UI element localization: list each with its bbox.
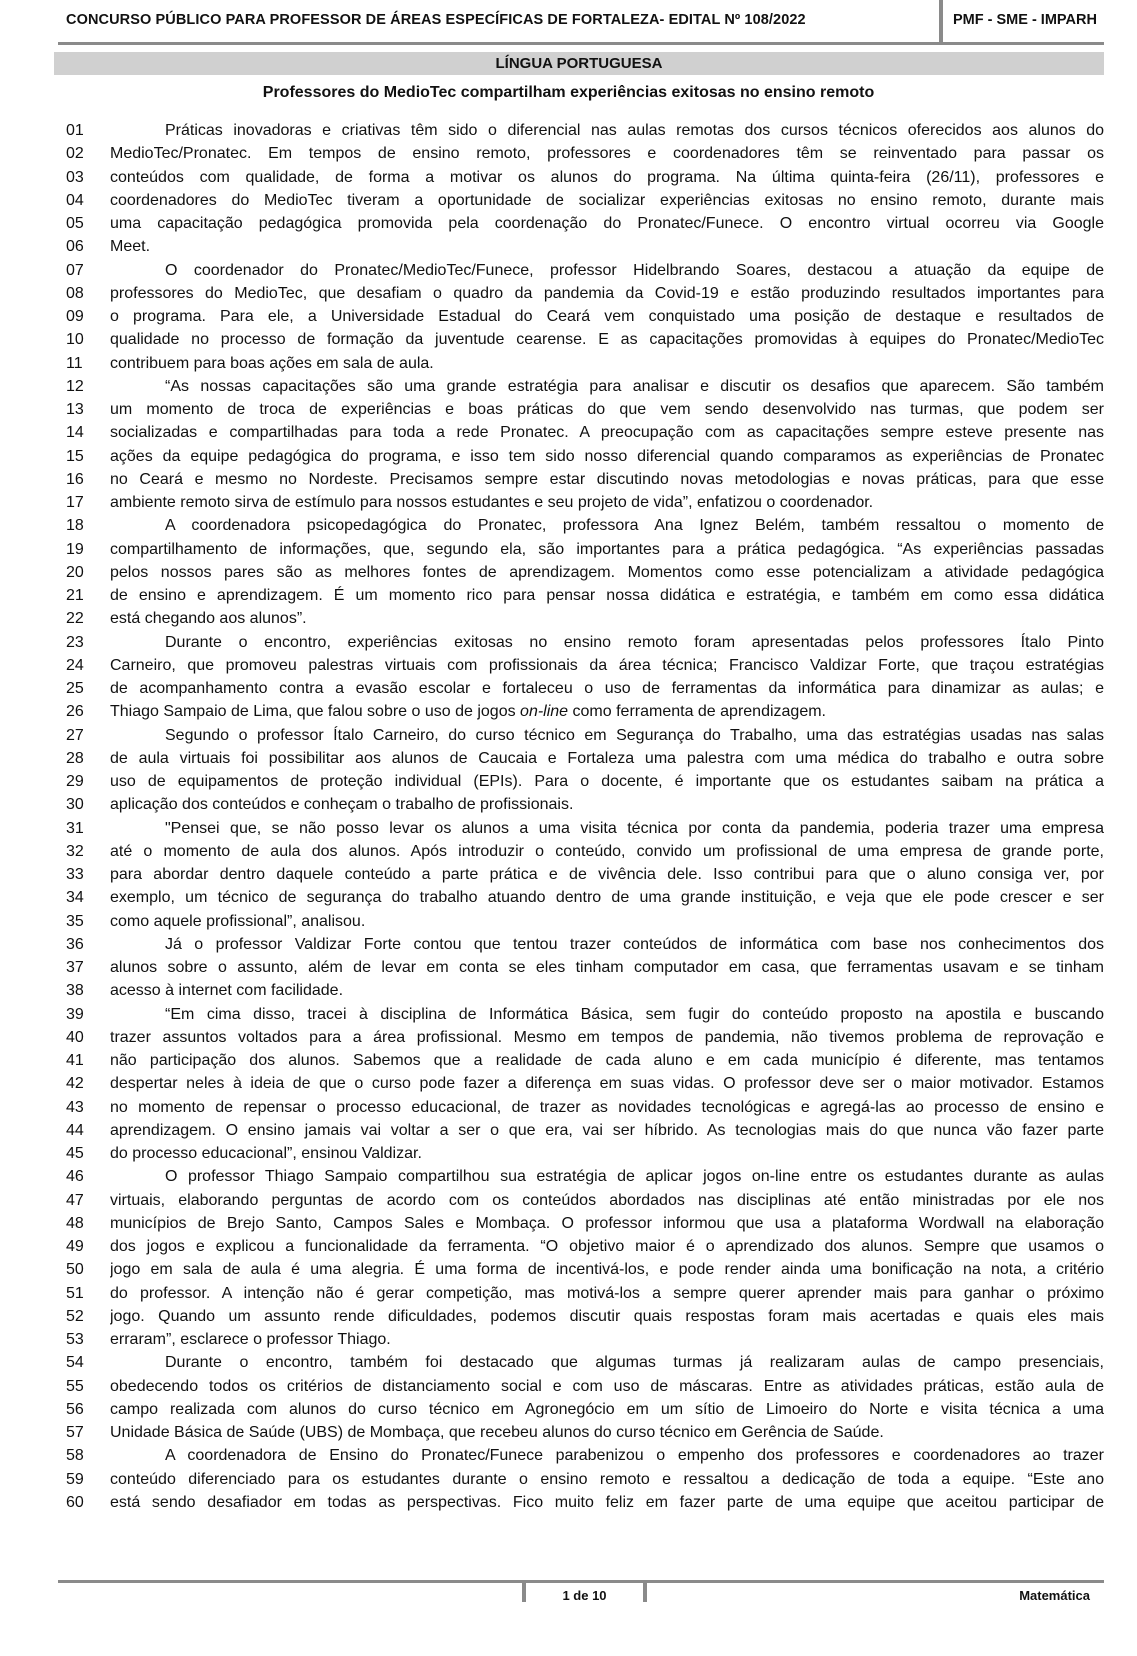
line-text: Práticas inovadoras e criativas têm sido o diferencial nas aulas remotas dos cursos técnicos oferecidos aos alunos do [165, 122, 1104, 139]
text-line [0, 1212, 1137, 1236]
line-number: 13 [66, 401, 84, 418]
line-text: socializadas e compartilhadas para toda a rede Pronatec. A preocupação com as capacitações sempre esteve presente nas [110, 424, 1104, 442]
text-line [0, 747, 1137, 771]
line-text: erraram”, esclarece o professor Thiago. [110, 1331, 391, 1348]
line-text: contribuem para boas ações em sala de aula. [110, 354, 434, 372]
line-number: 25 [66, 680, 84, 697]
line-number: 22 [66, 610, 84, 628]
footer-divider-right [643, 1580, 647, 1602]
text-line [0, 166, 1137, 190]
text-line [0, 1165, 1137, 1189]
line-number: 17 [66, 494, 84, 511]
text-line [0, 956, 1137, 980]
line-text: municípios de Brejo Santo, Campos Sales e Mombaça. O professor informou que usa a plataforma Wordwall na elaboração [110, 1214, 1104, 1232]
text-line [0, 1351, 1137, 1375]
text-line [0, 1328, 1137, 1352]
section-title: LÍNGUA PORTUGUESA [54, 52, 1104, 75]
line-text: acesso à internet com facilidade. [110, 982, 344, 1000]
line-number: 43 [66, 1098, 84, 1116]
line-text: está chegando aos alunos”. [110, 610, 307, 628]
line-number: 57 [66, 1424, 84, 1441]
line-text: Carneiro, que promoveu palestras virtuais com profissionais da área técnica; Francisco Valdizar Forte, que traçou estratégias [110, 656, 1104, 674]
text-line [0, 538, 1137, 562]
text-line [0, 491, 1137, 515]
line-number: 08 [66, 284, 84, 302]
text-line [0, 817, 1137, 841]
line-text: professores do MedioTec, que desafiam o quadro da pandemia da Covid-19 e estão produzindo resultados importantes para [110, 284, 1104, 302]
line-text: alunos sobre o assunto, além de levar em conta se eles tinham computador em casa, que ferramentas usavam e se tinham [110, 959, 1104, 976]
line-text: conteúdo diferenciado para os estudantes durante o ensino remoto e ressaltou a dedicação de toda a equipe. “Este ano [110, 1470, 1104, 1488]
text-line [0, 793, 1137, 817]
line-text: no Ceará e mesmo no Nordeste. Precisamos sempre estar discutindo novas metodologias e novas práticas, para que esse [110, 470, 1104, 488]
line-text: para abordar dentro daquele conteúdo a parte prática e de vivência dele. Isso contribui para que o aluno consiga ver, por [110, 866, 1104, 883]
text-line [0, 1235, 1137, 1259]
line-number: 28 [66, 749, 84, 767]
page-header [0, 0, 1137, 44]
text-line [0, 305, 1137, 329]
text-line [0, 677, 1137, 701]
text-line [0, 468, 1137, 492]
text-line [0, 910, 1137, 934]
line-number: 48 [66, 1214, 84, 1232]
line-text: trazer assuntos voltados para a área profissional. Mesmo em tempos de pandemia, não tivemos problema de reprovação e [110, 1028, 1104, 1046]
line-text: conteúdos com qualidade, de forma a motivar os alunos do programa. Na última quinta-feira (26/11), professores e [110, 168, 1104, 186]
line-text: “As nossas capacitações são uma grande estratégia para analisar e discutir os desafios que aparecem. São também [165, 377, 1104, 395]
line-number: 24 [66, 656, 84, 674]
text-line [0, 1468, 1137, 1492]
text-line [0, 886, 1137, 910]
line-number: 30 [66, 796, 84, 814]
line-number: 09 [66, 308, 84, 325]
line-number: 42 [66, 1075, 84, 1093]
line-text: como aquele profissional”, analisou. [110, 912, 366, 930]
footer-rule [58, 1580, 1104, 1583]
header-rule [58, 42, 1104, 45]
line-number: 26 [66, 703, 84, 721]
line-text: “Em cima disso, tracei à disciplina de Informática Básica, sem fugir do conteúdo proposto na apostila e buscando [165, 1005, 1104, 1023]
line-text: dos jogos e explicou a funcionalidade da ferramenta. “O objetivo maior é o aprendizado dos alunos. Sempre que usamos o [110, 1238, 1104, 1255]
header-divider [939, 0, 943, 42]
line-number: 07 [66, 261, 84, 279]
text-line [0, 607, 1137, 631]
line-text: no momento de repensar o processo educacional, de trazer as novidades tecnológicas e agregá-las ao processo de ensino e [110, 1098, 1104, 1116]
line-text: exemplo, um técnico de segurança do trabalho atuando dentro de uma grande instituição, e veja que ele pode crescer e ser [110, 889, 1104, 907]
line-number: 45 [66, 1145, 84, 1162]
text-line [0, 1049, 1137, 1073]
text-line [0, 1189, 1137, 1213]
line-number: 37 [66, 959, 84, 976]
text-line [0, 1305, 1137, 1329]
line-number: 40 [66, 1028, 84, 1046]
line-number: 20 [66, 563, 84, 581]
line-number: 11 [66, 354, 83, 372]
line-number: 39 [66, 1005, 84, 1023]
line-number: 46 [66, 1168, 84, 1186]
line-number: 36 [66, 935, 84, 953]
subject-label: Matemática [1019, 1588, 1090, 1603]
line-number: 53 [66, 1331, 84, 1348]
line-number: 41 [66, 1052, 84, 1069]
exam-title: CONCURSO PÚBLICO PARA PROFESSOR DE ÁREAS ESPECÍFICAS DE FORTALEZA- EDITAL Nº 108/2022 [66, 12, 806, 28]
text-line [0, 1142, 1137, 1166]
text-line [0, 979, 1137, 1003]
line-text: Thiago Sampaio de Lima, que falou sobre o uso de jogos on-line como ferramenta de aprendizagem. [110, 703, 826, 721]
line-number: 32 [66, 842, 84, 860]
text-line [0, 352, 1137, 376]
line-number: 38 [66, 982, 84, 1000]
line-text: Unidade Básica de Saúde (UBS) de Mombaça, que recebeu alunos do curso técnico em Gerência de Saúde. [110, 1424, 884, 1441]
line-text: compartilhamento de informações, que, segundo ela, são importantes para a prática pedagógica. “As experiências passadas [110, 540, 1104, 558]
line-number: 54 [66, 1354, 84, 1372]
line-text: o programa. Para ele, a Universidade Estadual do Ceará vem conquistado uma posição de destaque e resultados de [110, 308, 1104, 325]
text-line [0, 235, 1137, 259]
line-text: de acompanhamento contra a evasão escolar e fortaleceu o uso de ferramentas da informática para dinamizar as aulas; e [110, 680, 1104, 697]
text-line [0, 398, 1137, 422]
text-line [0, 119, 1137, 143]
line-number: 23 [66, 633, 84, 651]
line-number: 06 [66, 238, 84, 256]
line-number: 14 [66, 424, 84, 442]
line-text: MedioTec/Pronatec. Em tempos de ensino remoto, professores e coordenadores têm se reinventado para passar os [110, 145, 1104, 163]
text-line [0, 1119, 1137, 1143]
line-number: 51 [66, 1284, 84, 1302]
text-line [0, 1258, 1137, 1282]
article-title: Professores do MedioTec compartilham experiências exitosas no ensino remoto [262, 84, 875, 101]
line-text: jogo em sala de aula é uma alegria. É uma forma de incentivá-los, e pode render ainda uma bonificação na nota, a critério [110, 1261, 1104, 1279]
line-text: campo realizada com alunos do curso técnico em Agronegócio em um sítio de Limoeiro do Norte e visita técnica a uma [110, 1400, 1104, 1418]
line-text: obedecendo todos os critérios de distanciamento social e com uso de máscaras. Entre as atividades práticas, estão aula de [110, 1377, 1104, 1395]
line-text: de aula virtuais foi possibilitar aos alunos de Caucaia e Fortaleza uma palestra com uma médica do trabalho e outra sobre [110, 749, 1104, 767]
line-number: 16 [66, 470, 84, 488]
line-number: 15 [66, 447, 84, 465]
text-line [0, 282, 1137, 306]
line-number: 01 [66, 122, 84, 139]
line-number: 52 [66, 1307, 84, 1325]
line-number: 27 [66, 726, 84, 744]
line-number: 29 [66, 773, 84, 790]
text-line [0, 584, 1137, 608]
page-number: 1 de 10 [562, 1588, 607, 1603]
line-text: A coordenadora de Ensino do Pronatec/Funece parabenizou o empenho dos professores e coordenadores ao trazer [165, 1447, 1104, 1465]
line-text: qualidade no processo de formação da juventude cearense. E as capacitações promovidas à equipes do Pronatec/MedioTec [110, 331, 1104, 349]
line-number: 59 [66, 1470, 84, 1488]
text-line [0, 863, 1137, 887]
line-number: 31 [66, 819, 84, 837]
line-number: 02 [66, 145, 84, 163]
line-number: 33 [66, 866, 84, 883]
line-text: despertar neles à ideia de que o curso pode fazer a diferença em suas vidas. O professor deve ser o maior motivador. Estamos [110, 1075, 1104, 1093]
text-line [0, 1375, 1137, 1399]
text-line [0, 328, 1137, 352]
line-number: 18 [66, 517, 84, 535]
line-text: Segundo o professor Ítalo Carneiro, do curso técnico em Segurança do Trabalho, uma das estratégias usadas nas salas [165, 726, 1104, 744]
line-number: 03 [66, 168, 84, 186]
line-text: Durante o encontro, também foi destacado que algumas turmas já realizaram aulas de campo presenciais, [165, 1354, 1104, 1372]
text-line [0, 561, 1137, 585]
line-text: virtuais, elaborando perguntas de acordo com os conteúdos abordados nas disciplinas até então ministradas por ele nos [110, 1191, 1104, 1209]
line-text: uso de equipamentos de proteção individual (EPIs). Para o docente, é importante que os estudantes saibam na prática a [110, 773, 1104, 790]
line-text: ambiente remoto sirva de estímulo para nossos estudantes e seu projeto de vida”, enfatizou o coordenador. [110, 494, 874, 511]
line-text: não participação dos alunos. Sabemos que a realidade de cada aluno e em cada município é diferente, mas tentamos [110, 1052, 1104, 1069]
line-number: 44 [66, 1121, 84, 1139]
line-number: 47 [66, 1191, 84, 1209]
line-text: O coordenador do Pronatec/MedioTec/Funece, professor Hidelbrando Soares, destacou a atuação da equipe de [165, 261, 1104, 279]
text-line [0, 1096, 1137, 1120]
line-text: ações da equipe pedagógica do programa, e isso tem sido nosso diferencial quando comparamos as experiências de Pronatec [110, 447, 1104, 465]
text-line [0, 212, 1137, 236]
line-number: 60 [66, 1493, 84, 1511]
line-number: 58 [66, 1447, 84, 1465]
text-line [0, 259, 1137, 283]
line-text: está sendo desafiador em todas as perspectivas. Fico muito feliz em fazer parte de uma equipe que aceitou participar de [110, 1493, 1104, 1511]
line-number: 12 [66, 377, 84, 395]
line-number: 21 [66, 587, 84, 604]
text-line [0, 445, 1137, 469]
line-number: 04 [66, 191, 84, 209]
line-text: jogo. Quando um assunto rende dificuldades, podemos discutir quais respostas foram mais acertadas e quais eles mais [110, 1307, 1104, 1325]
line-number: 19 [66, 540, 84, 558]
text-line [0, 770, 1137, 794]
text-line [0, 700, 1137, 724]
line-text: pelos nossos pares são as melhores fontes de aprendizagem. Momentos como esse potencializam a atividade pedagógica [110, 563, 1104, 581]
line-text: aprendizagem. O ensino jamais vai voltar a ser o que era, vai ser híbrido. As tecnologias mais do que nunca vão fazer parte [110, 1121, 1104, 1139]
text-line [0, 1282, 1137, 1306]
text-line [0, 1026, 1137, 1050]
text-line [0, 631, 1137, 655]
line-number: 56 [66, 1400, 84, 1418]
text-line [0, 1398, 1137, 1422]
line-text: até o momento de aula dos alunos. Após introduzir o conteúdo, convido um profissional de uma empresa de grande porte, [110, 842, 1104, 860]
line-text: do processo educacional”, ensinou Valdizar. [110, 1145, 422, 1162]
text-line [0, 1444, 1137, 1468]
line-number: 55 [66, 1377, 84, 1395]
line-text: A coordenadora psicopedagógica do Pronatec, professora Ana Ignez Belém, também ressaltou o momento de [165, 517, 1104, 535]
line-number: 35 [66, 912, 84, 930]
text-line [0, 1421, 1137, 1445]
text-line [0, 1003, 1137, 1027]
line-text: "Pensei que, se não posso levar os alunos a uma visita técnica por conta da pandemia, poderia trazer uma empresa [165, 819, 1104, 837]
line-text: O professor Thiago Sampaio compartilhou sua estratégia de aplicar jogos on-line entre os estudantes durante as aulas [165, 1168, 1104, 1186]
line-text: aplicação dos conteúdos e conheçam o trabalho de profissionais. [110, 796, 574, 814]
line-text: Durante o encontro, experiências exitosas no ensino remoto foram apresentadas pelos professores Ítalo Pinto [165, 633, 1104, 651]
line-text: do professor. A intenção não é gerar competição, mas motivá-los a sempre querer aprender mais para ganhar o próximo [110, 1284, 1104, 1302]
text-line [0, 421, 1137, 445]
line-number: 50 [66, 1261, 84, 1279]
line-number: 34 [66, 889, 84, 907]
text-line [0, 654, 1137, 678]
line-number: 49 [66, 1238, 84, 1255]
line-text: uma capacitação pedagógica promovida pela coordenação do Pronatec/Funece. O encontro virtual ocorreu via Google [110, 215, 1104, 232]
text-line [0, 933, 1137, 957]
text-line [0, 514, 1137, 538]
line-text: Meet. [110, 238, 151, 256]
text-line [0, 1491, 1137, 1515]
text-line [0, 142, 1137, 166]
exam-code: PMF - SME - IMPARH [953, 12, 1097, 28]
line-number: 05 [66, 215, 84, 232]
line-text: de ensino e aprendizagem. É um momento rico para pensar nossa didática e estratégia, e também em como essa didática [110, 587, 1104, 604]
text-line [0, 1072, 1137, 1096]
line-number: 10 [66, 331, 84, 349]
text-line [0, 840, 1137, 864]
line-text: Já o professor Valdizar Forte contou que tentou trazer conteúdos de informática com base nos conhecimentos dos [165, 935, 1104, 953]
line-text: coordenadores do MedioTec tiveram a oportunidade de socializar experiências exitosas no ensino remoto, durante mais [110, 191, 1104, 209]
text-line [0, 189, 1137, 213]
text-line [0, 724, 1137, 748]
line-text: um momento de troca de experiências e boas práticas do que vem sendo desenvolvido nas turmas, que podem ser [110, 401, 1104, 418]
text-line [0, 375, 1137, 399]
